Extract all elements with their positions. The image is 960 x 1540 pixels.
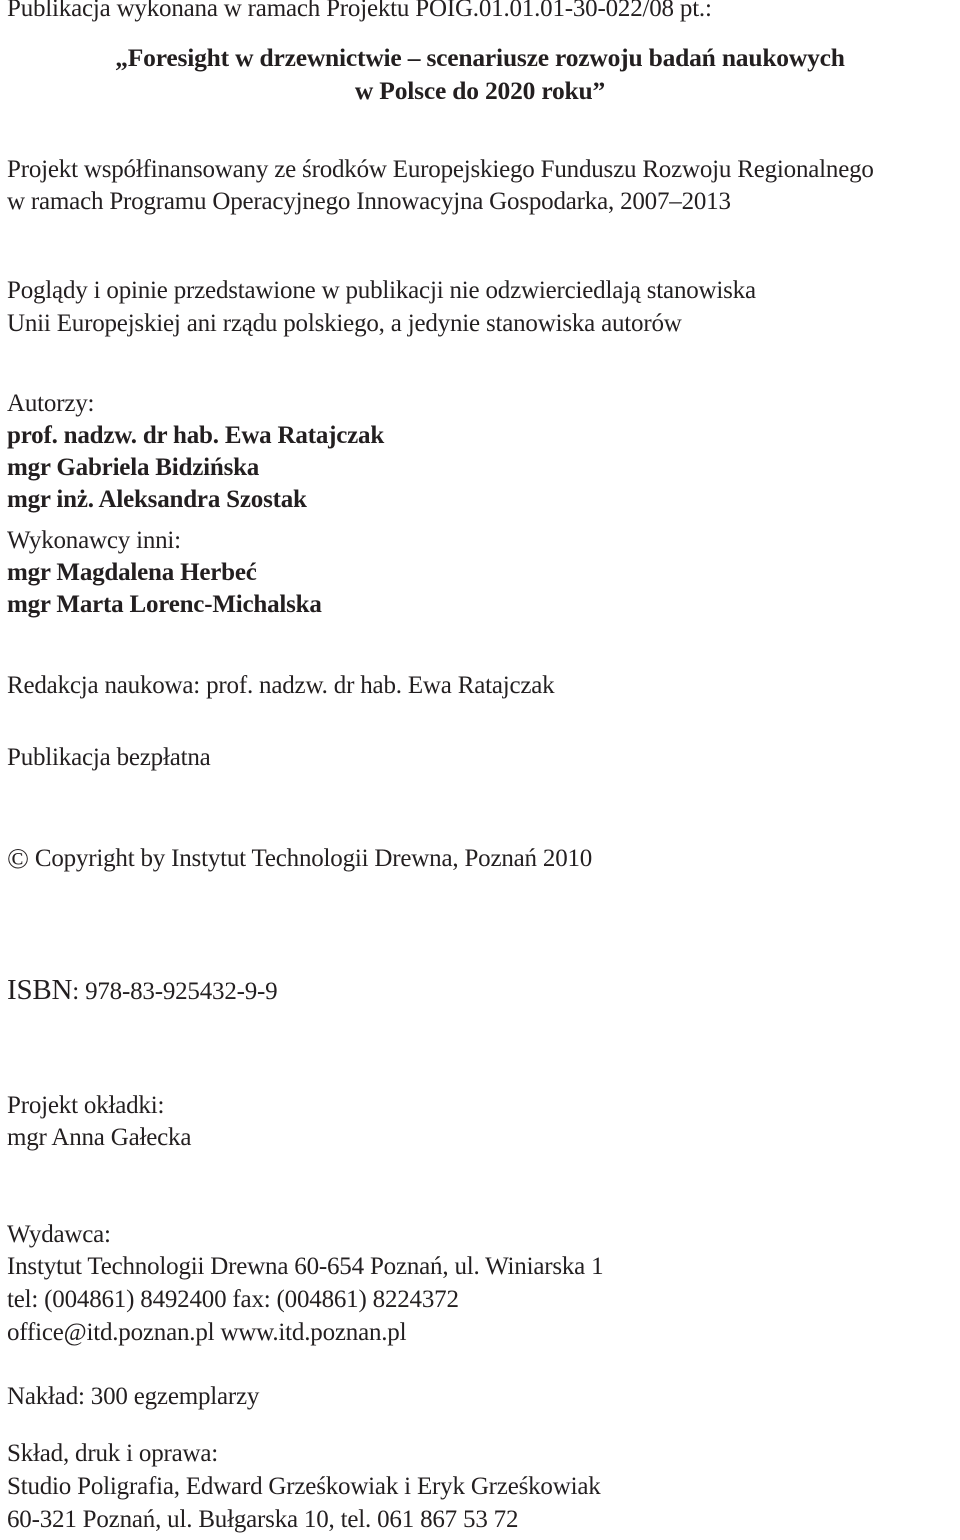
title-line-1: „Foresight w drzewnictwie – scenariusze rozwoju badań naukowych — [115, 43, 845, 72]
copyright-icon: © — [7, 843, 29, 875]
contributor-name: mgr Magdalena Herbeć — [7, 559, 257, 586]
isbn-label: ISBN — [7, 974, 73, 1006]
project-line: Publikacja wykonana w ramach Projektu POIG.01.01.01-30-022/08 pt.: — [7, 0, 712, 22]
printing-label: Skład, druk i oprawa: — [7, 1440, 219, 1467]
authors-label: Autorzy: — [7, 390, 95, 417]
author-name: prof. nadzw. dr hab. Ewa Ratajczak — [7, 422, 385, 449]
funding-line-2: w ramach Programu Operacyjnego Innowacyjna Gospodarka, 2007–2013 — [7, 188, 731, 215]
copyright-line — [7, 843, 592, 875]
publisher-email-web: office@itd.poznan.pl www.itd.poznan.pl — [7, 1319, 407, 1346]
printing-company: Studio Poligrafia, Edward Grześkowiak i Eryk Grześkowiak — [7, 1473, 601, 1500]
contributor-name: mgr Marta Lorenc-Michalska — [7, 591, 322, 618]
cover-design-label: Projekt okładki: — [7, 1092, 165, 1119]
cover-designer-name: mgr Anna Gałecka — [7, 1124, 192, 1151]
scientific-editor: Redakcja naukowa: prof. nadzw. dr hab. Ewa Ratajczak — [7, 672, 555, 699]
publisher-address: Instytut Technologii Drewna 60-654 Poznań, ul. Winiarska 1 — [7, 1253, 604, 1280]
other-contributors-label: Wykonawcy inni: — [7, 527, 181, 554]
funding-line-1: Projekt współfinansowany ze środków Europejskiego Funduszu Rozwoju Regionalnego — [7, 156, 874, 183]
disclaimer-line-2: Unii Europejskiej ani rządu polskiego, a jedynie stanowiska autorów — [7, 310, 682, 337]
isbn-line — [7, 972, 277, 1010]
printing-address: 60-321 Poznań, ul. Bułgarska 10, tel. 061 867 53 72 — [7, 1506, 519, 1533]
title-line-2: w Polsce do 2020 roku” — [354, 76, 606, 105]
disclaimer-line-1: Poglądy i opinie przedstawione w publikacji nie odzwierciedlają stanowiska — [7, 277, 756, 304]
print-run: Nakład: 300 egzemplarzy — [7, 1383, 260, 1410]
author-name: mgr inż. Aleksandra Szostak — [7, 486, 307, 513]
isbn-value: : 978-83-925432-9-9 — [72, 978, 278, 1005]
copyright-text: Copyright by Instytut Technologii Drewna, Poznań 2010 — [34, 845, 593, 872]
publisher-phone-fax: tel: (004861) 8492400 fax: (004861) 8224372 — [7, 1286, 459, 1313]
free-publication-note: Publikacja bezpłatna — [7, 744, 211, 771]
author-name: mgr Gabriela Bidzińska — [7, 454, 260, 481]
publisher-label: Wydawca: — [7, 1221, 111, 1248]
